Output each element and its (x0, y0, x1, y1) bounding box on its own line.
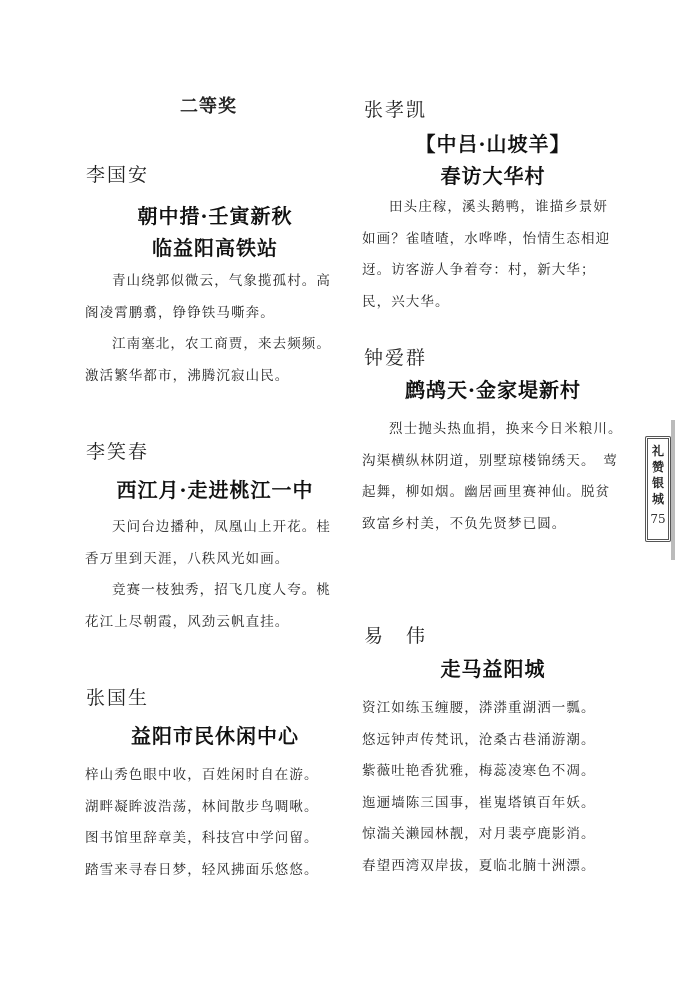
author-name: 钟爱群 (364, 347, 428, 369)
side-tab-edge (671, 420, 675, 560)
poem-line: 春望西湾双岸拔，夏临北腩十洲漂。 (362, 857, 596, 874)
poem-body (362, 192, 622, 318)
poem-line: 惊湍关濑园林靓，对月裴亭鹿影消。 (362, 826, 596, 842)
poem-title-line: 西江月·走进桃江一中 (116, 478, 314, 502)
section-label (648, 443, 668, 507)
poem-title-line: 【中吕·山坡羊】 (415, 132, 571, 156)
author-name: 李笑春 (86, 441, 150, 463)
poem-line: 踏雪来寻春日梦，轻风拂面乐悠悠。 (85, 861, 319, 878)
section-label-char: 赞 (651, 460, 664, 474)
section-label-char: 城 (651, 492, 664, 506)
poem-title-line: 益阳市民休闲中心 (131, 724, 299, 748)
section-label-char: 银 (651, 476, 664, 490)
poem-body (362, 693, 624, 882)
poem-line: 迤逦墙陈三国事，崔嵬塔镇百年妖。 (362, 794, 596, 811)
poem-title (362, 374, 624, 406)
poem-title-line: 朝中措·壬寅新秋 (137, 204, 293, 228)
poem-stanza: 竞赛一枝独秀，招飞几度人夸。桃花江上尽朝霞，风劲云帆直挂。 (85, 582, 331, 630)
award-heading: 二等奖 (180, 96, 237, 117)
author-name: 易 伟 (364, 625, 428, 647)
poem-body (85, 266, 343, 392)
poem-title (362, 128, 624, 192)
poem-line: 紫薇吐艳香犹雅，梅蕊凌寒色不凋。 (362, 763, 596, 779)
poem-title (85, 474, 345, 506)
author-name: 张孝凯 (364, 99, 428, 121)
poem-stanza: 天问台边播种，凤凰山上开花。桂香万里到天涯，八秩风光如画。 (85, 519, 331, 567)
poem-line: 图书馆里辞章美，科技宫中学问留。 (85, 830, 319, 846)
poem-stanza: 青山绕郭似微云，气象揽孤村。高阁凌霄鹏翥，铮铮铁马嘶奔。 (85, 273, 331, 321)
page-number: 75 (650, 512, 666, 526)
poem-title-line: 临益阳高铁站 (152, 236, 278, 260)
poem-title-line: 走马益阳城 (440, 657, 546, 681)
poem-stanza: 江南塞北，农工商贾，来去频频。激活繁华都市，沸腾沉寂山民。 (85, 336, 331, 384)
poem-body (362, 414, 624, 540)
poem-line: 资江如练玉缠腰，漭漭重湖洒一瓢。 (362, 700, 596, 716)
poem-stanza: 烈士抛头热血捐，换来今日米粮川。沟渠横纵林阴道，别墅琼楼锦绣天。 莺起舞，柳如烟。幽居画里赛神仙。脱贫致富乡村美，不负先贤梦已圆。 (362, 421, 623, 532)
author-name: 张国生 (86, 687, 150, 709)
poem-stanza: 田头庄稼，溪头鹅鸭，谁描乡景妍如画？雀喳喳，水哗哗，怡情生态相迎迓。访客游人争着夸：村，新大华；民，兴大华。 (362, 199, 611, 310)
poem-line: 梓山秀色眼中收，百姓闲时自在游。 (85, 767, 319, 783)
poem-title (85, 720, 345, 752)
poem-title (85, 200, 345, 264)
poem-body (85, 760, 347, 886)
poem-line: 悠远钟声传梵讯，沧桑古巷涌游潮。 (362, 731, 596, 748)
author-name: 李国安 (86, 164, 150, 186)
poem-line: 湖畔凝眸波浩荡，林间散步鸟啁啾。 (85, 798, 319, 815)
poem-title (362, 653, 624, 685)
poem-title-line: 春访大华村 (440, 164, 546, 188)
section-side-tab (645, 436, 671, 542)
section-label-char: 礼 (651, 444, 664, 458)
poem-title-line: 鹧鸪天·金家堤新村 (405, 378, 581, 402)
poem-body (85, 512, 343, 638)
